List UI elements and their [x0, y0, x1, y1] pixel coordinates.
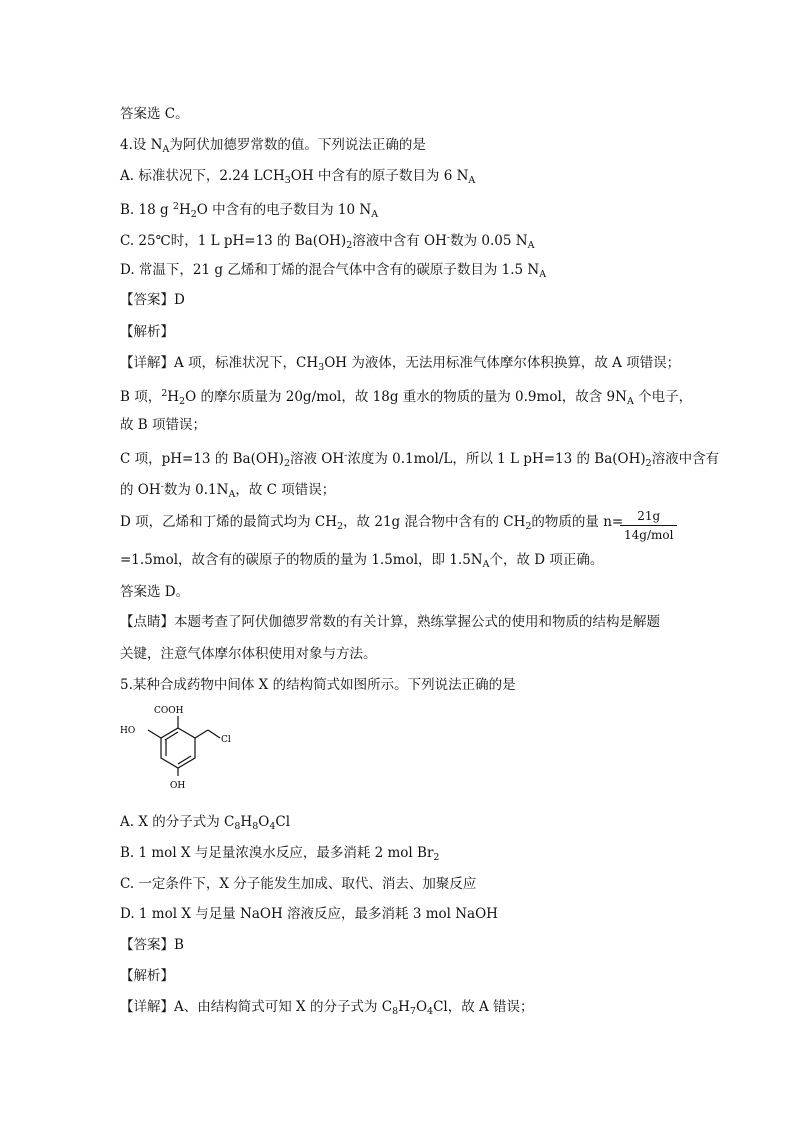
text-run: 数为 0.1N — [163, 482, 229, 498]
text-run: 答案选 D。 — [120, 584, 190, 600]
text-line — [120, 644, 377, 664]
subscript: 4 — [269, 821, 276, 832]
text-line — [120, 843, 439, 868]
subscript: A — [539, 269, 547, 280]
text-line — [120, 290, 185, 310]
text-run: =1.5mol，故含有的碳原子的物质的量为 1.5mol，即 1.5N — [120, 552, 483, 568]
text-line — [120, 477, 335, 505]
text-line — [120, 675, 516, 695]
text-run: 数为 0.05 N — [450, 233, 528, 249]
cooh-label: COOH — [154, 706, 184, 716]
structure-diagram — [118, 700, 238, 800]
text-run: 【答案】D — [120, 292, 185, 308]
cl-label: Cl — [221, 735, 231, 745]
text-line — [120, 935, 184, 955]
subscript: 3 — [284, 175, 291, 186]
text-run: D. 1 mol X 与足量 NaOH 溶液反应，最多消耗 3 mol NaOH — [120, 906, 498, 922]
text-run: C 项，pH=13 的 Ba(OH) — [120, 451, 284, 467]
subscript: A — [162, 144, 170, 155]
text-run: B. 1 mol X 与足量浓溴水反应，最多消耗 2 mol Br — [120, 845, 434, 861]
subscript: A — [626, 396, 634, 407]
text-run: 溶液 OH — [290, 451, 345, 467]
subscript: 8 — [392, 1006, 399, 1017]
text-run: 【解析】 — [120, 324, 174, 340]
text-line — [120, 104, 189, 124]
oh-label: OH — [170, 781, 186, 791]
text-run: H — [167, 389, 180, 405]
subscript: 8 — [252, 821, 259, 832]
text-run: A. 标准状况下，2.24 LCH — [120, 168, 285, 184]
subscript: A — [371, 209, 379, 220]
text-run: 为阿伏加德罗常数的值。下列说法正确的是 — [169, 137, 426, 153]
text-line — [120, 874, 476, 894]
text-run: D 项，乙烯和丁烯的最简式均为 CH — [120, 514, 338, 530]
text-run: ，故 C 项错误； — [235, 482, 336, 498]
subscript: 2 — [179, 396, 186, 407]
text-run: OH 中含有的原子数目为 6 N — [290, 168, 469, 184]
text-line — [120, 415, 206, 435]
text-line — [120, 353, 680, 378]
subscript: 2 — [283, 458, 290, 469]
text-line — [120, 322, 174, 342]
subscript: 2 — [346, 240, 353, 251]
text-line — [120, 166, 475, 191]
text-run: 个，故 D 项正确。 — [489, 552, 604, 568]
subscript: A — [527, 240, 535, 251]
text-run: C. 25℃时，1 L pH=13 的 Ba(OH) — [120, 233, 347, 249]
subscript: 2 — [190, 209, 197, 220]
text-run: A. X 的分子式为 C — [120, 814, 235, 830]
text-run: 个电子， — [633, 389, 693, 405]
text-run: 【点睛】本题考查了阿伏伽德罗常数的有关计算，熟练掌握公式的使用和物质的结构是解题 — [120, 614, 660, 630]
text-line — [120, 446, 719, 474]
text-line — [120, 904, 498, 924]
subscript: 2 — [337, 521, 344, 532]
subscript: A — [228, 489, 236, 500]
text-run: D. 常温下，21 g 乙烯和丁烯的混合气体中含有的碳原子数目为 1.5 N — [120, 262, 540, 278]
text-run: 【解析】 — [120, 968, 174, 984]
text-line — [120, 612, 660, 632]
text-run: 浓度为 0.1mol/L，所以 1 L pH=13 的 Ba(OH) — [347, 451, 646, 467]
text-run: Cl，故 A 错误； — [433, 999, 534, 1015]
text-line — [120, 812, 290, 837]
text-run: 【详解】A、由结构简式可知 X 的分子式为 C — [120, 999, 393, 1015]
subscript: 4 — [427, 1006, 434, 1017]
superscript: 2 — [161, 388, 168, 399]
subscript: A — [482, 559, 490, 570]
text-run: 的物质的量 n= — [531, 514, 624, 530]
superscript: - — [446, 232, 451, 243]
text-line — [120, 384, 692, 412]
fraction — [620, 507, 677, 544]
text-run: 的 OH — [120, 482, 161, 498]
text-line — [120, 966, 174, 986]
text-run: 5.某种合成药物中间体 X 的结构简式如图所示。下列说法正确的是 — [120, 677, 516, 693]
fraction-denominator: 14g/mol — [624, 528, 674, 542]
text-run: H — [240, 814, 253, 830]
text-run: 答案选 C。 — [120, 106, 189, 122]
text-run: 【详解】A 项，标准状况下，CH — [120, 355, 319, 371]
subscript: 2 — [645, 458, 652, 469]
text-run: 溶液中含有 OH — [352, 233, 447, 249]
text-run: 4.设 N — [120, 137, 163, 153]
text-run: 关键，注意气体摩尔体积使用对象与方法。 — [120, 646, 377, 662]
text-run: H — [398, 999, 410, 1015]
text-run: O 的摩尔质量为 20g/mol，故 18g 重水的物质的量为 0.9mol，故含 9N — [185, 389, 627, 405]
superscript: - — [344, 450, 348, 461]
subscript: 3 — [318, 362, 325, 373]
subscript: 2 — [525, 521, 532, 532]
text-line — [120, 228, 534, 256]
text-run: O — [258, 814, 270, 830]
text-run: O — [415, 999, 428, 1015]
text-run: O 中含有的电子数目为 10 N — [196, 202, 372, 218]
subscript: 7 — [409, 1006, 416, 1017]
fraction-numerator: 21g — [620, 507, 677, 526]
text-line — [120, 135, 426, 160]
superscript: 2 — [172, 201, 179, 212]
text-line — [120, 260, 546, 285]
text-run: OH 为液体，无法用标准气体摩尔体积换算，故 A 项错误； — [324, 355, 681, 371]
text-line — [120, 997, 534, 1022]
text-run: ，故 21g 混合物中含有的 CH — [343, 514, 526, 530]
text-run: B. 18 g — [120, 202, 173, 218]
text-line — [120, 197, 378, 225]
text-line — [120, 550, 603, 575]
subscript: 8 — [234, 821, 241, 832]
superscript: - — [160, 481, 164, 492]
text-run: Cl — [275, 814, 291, 830]
text-run: 故 B 项错误； — [120, 417, 207, 433]
text-run: 溶液中含有 — [651, 451, 720, 467]
text-line — [120, 512, 623, 537]
ho-label: HO — [120, 726, 136, 736]
text-run: B 项， — [120, 389, 162, 405]
text-line — [120, 582, 189, 602]
text-run: H — [178, 202, 191, 218]
text-run: 【答案】B — [120, 937, 184, 953]
subscript: A — [468, 175, 476, 186]
text-run: C. 一定条件下，X 分子能发生加成、取代、消去、加聚反应 — [120, 876, 477, 892]
subscript: 2 — [433, 852, 440, 863]
